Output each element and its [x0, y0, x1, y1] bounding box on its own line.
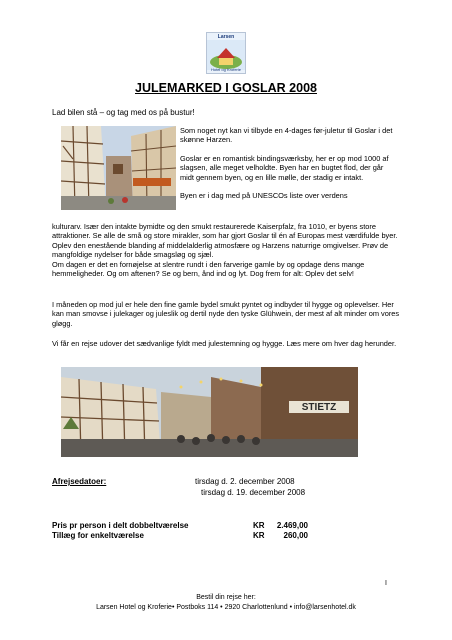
departure-date-1: tirsdag d. 2. december 2008 — [195, 477, 295, 486]
price-single-label: Tillæg for enkeltværelse — [52, 531, 144, 540]
departure-date-2: tirsdag d. 19. december 2008 — [201, 488, 306, 497]
shop-sign: STIETZ — [301, 402, 337, 413]
goslar-street-photo — [61, 126, 176, 210]
page-title: JULEMARKED I GOSLAR 2008 — [135, 81, 317, 95]
paragraph-unesco-start: Byen er i dag med på UNESCOs liste over verdens — [180, 191, 348, 201]
body-paragraph-3 — [52, 300, 402, 328]
paragraph-day-evening: Om dagen er det en fornøjelse at slentre rundt i den farverige gamle by og opdage dens mange hemmeligheder. Og om aftenen? Se og bern, ånd ind og lyt. Dog frem for alt: Oplev det selv! — [52, 259, 365, 279]
departures-label: Afrejsedatoer: — [52, 477, 107, 486]
logo-name: Larsen — [217, 34, 235, 40]
paragraph-offer: Som noget nyt kan vi tilbyde en 4-dages før-juletur til Goslar i det skønne Harzen. — [180, 126, 393, 145]
price-double-amount: 2.469,00 — [276, 521, 308, 530]
christmas-market-photo — [61, 367, 358, 457]
paragraph-trip: Vi får en rejse udover det sædvanlige fyldt med julestemning og hygge. Læs mere om hver dag herunder. — [52, 339, 397, 348]
page-number: I — [385, 580, 387, 587]
body-paragraph-4 — [52, 339, 402, 348]
intro-column — [180, 126, 395, 200]
price-double-label: Pris pr person i delt dobbeltværelse — [52, 521, 189, 530]
price-double-currency: KR — [253, 521, 265, 530]
footer-contact-line: Larsen Hotel og Kroferie• Postboks 114 • 2920 Charlottenlund • info@larsenhotel.dk — [96, 604, 356, 611]
paragraph-christmas: I måneden op mod jul er hele den fine gamle bydel smukt pyntet og indbyder til hygge og oplevelser. Her kan man smovse i julekager og juleslik og dertil nyde den tyske Glühwein, der mest af alt minder om vores gløgg. — [52, 300, 400, 328]
logo-graphic — [207, 40, 245, 70]
paragraph-timber-town: Goslar er en romantisk bindingsværksby, her er op mod 1000 af slagsen, alle meget velholdte. Byen har en bugtet flod, der går midt gennem byen, og en lille mølle, der stadig er intakt. — [180, 153, 389, 182]
logo-subtitle: Hotel og Kroferie — [210, 67, 241, 72]
paragraph-heritage: kulturarv. Især den intakte bymidte og den smukt restaurerede Kaiserpfalz, fra 1010, er byens store attraktioner. Se alle de små og store mirakler, som har gjort Goslar til én af Europas mest værdifulde byer. Oplev den enestående blanding af middelalderlig atmosfære og Harzens naturrige omgivelser. Prøv de mangfoldige nydelser for både smagsløg og sjæl. — [52, 222, 398, 260]
intro-text: Lad bilen stå – og tag med os på bustur! — [52, 108, 195, 117]
price-single-currency: KR — [253, 531, 265, 540]
company-logo — [206, 32, 246, 74]
price-single-amount: 260,00 — [283, 531, 308, 540]
footer-booking-label: Bestil din rejse her: — [196, 594, 256, 601]
body-paragraph-1 — [52, 222, 402, 278]
